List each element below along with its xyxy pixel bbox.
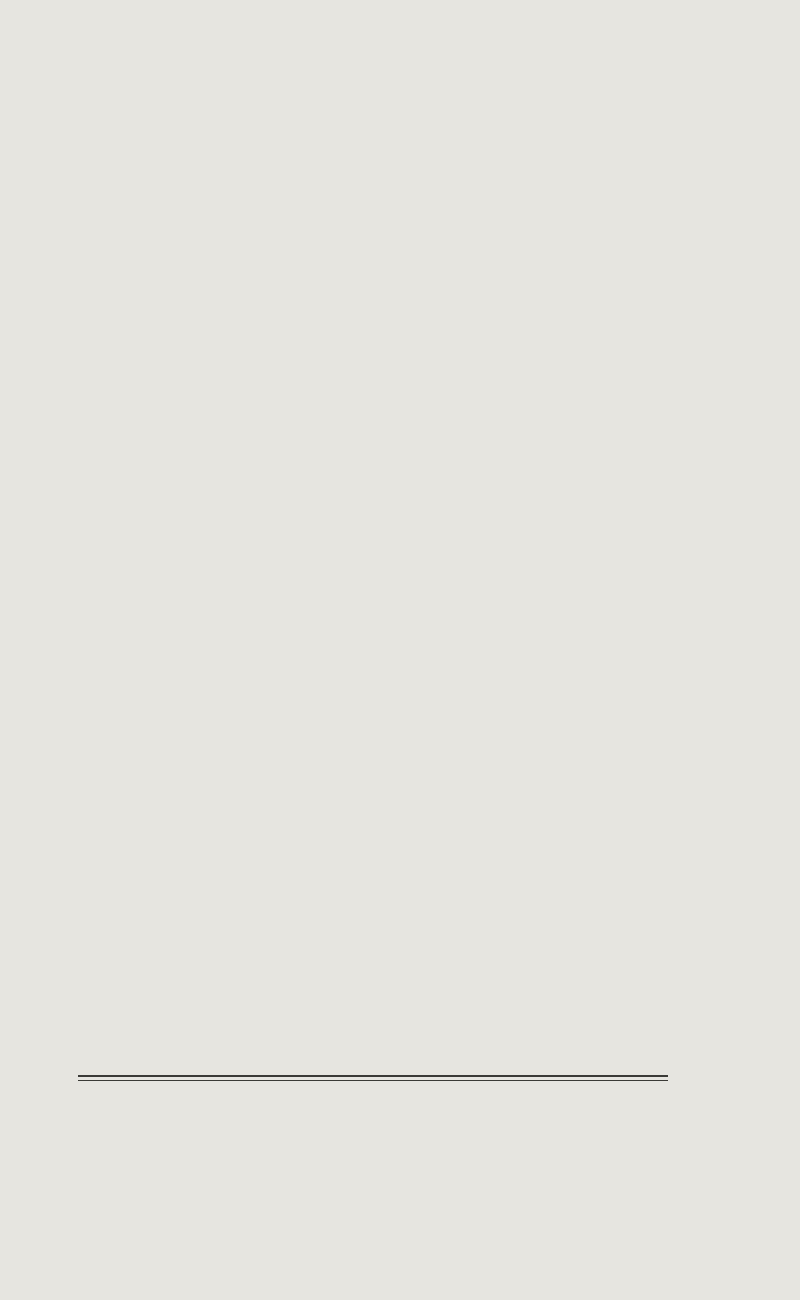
price-list [116,617,631,635]
footer-rule-thin [78,1080,668,1081]
footer-rule-thick [78,1075,668,1077]
parts-heading [116,617,466,635]
